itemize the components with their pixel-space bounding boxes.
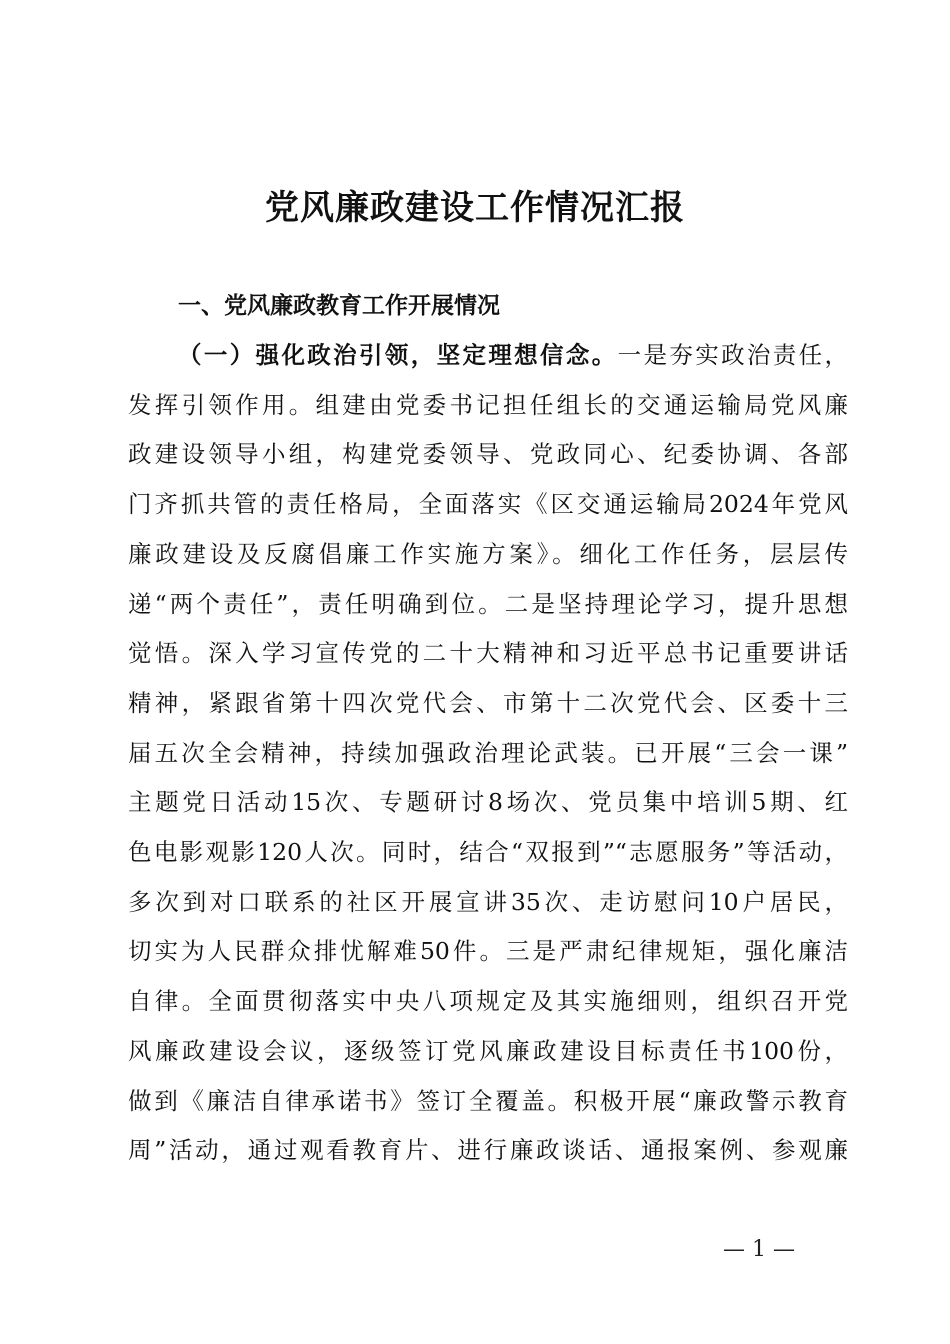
paragraph-line: 切实为人民群众排忧解难50件。三是严肃纪律规矩，强化廉洁	[128, 937, 848, 966]
paragraph-line: 多次到对口联系的社区开展宣讲35次、走访慰问10户居民，	[128, 887, 848, 916]
paragraph-line: 主题党日活动15次、专题研讨8场次、党员集中培训5期、红	[128, 788, 848, 817]
paragraph-line: 政建设领导小组，构建党委领导、党政同心、纪委协调、各部	[128, 440, 848, 469]
page-number: — 1 —	[723, 1237, 795, 1262]
paragraph-line-text: 一是夯实政治责任，	[617, 341, 849, 369]
paragraph-line: 自律。全面贯彻落实中央八项规定及其实施细则，组织召开党	[128, 987, 848, 1016]
document-title: 党风廉政建设工作情况汇报	[265, 188, 685, 228]
paragraph-line: 门齐抓共管的责任格局，全面落实《区交通运输局2024年党风	[128, 490, 848, 519]
paragraph-line: 精神，紧跟省第十四次党代会、市第十二次党代会、区委十三	[128, 688, 848, 717]
paragraph-line	[128, 331, 848, 381]
section-heading: 一、党风廉政教育工作开展情况	[178, 293, 500, 319]
paragraph-line: 风廉政建设会议，逐级签订党风廉政建设目标责任书100份，	[128, 1036, 848, 1065]
paragraph-line: 递“两个责任”，责任明确到位。二是坚持理论学习，提升思想	[128, 589, 848, 618]
paragraph-line: 廉政建设及反腐倡廉工作实施方案》。细化工作任务，层层传	[128, 539, 848, 568]
paragraph-line: 色电影观影120人次。同时，结合“双报到”“志愿服务”等活动，	[128, 838, 848, 867]
body-paragraph	[128, 331, 848, 1176]
paragraph-line: 发挥引领作用。组建由党委书记担任组长的交通运输局党风廉	[128, 390, 848, 419]
paragraph-line: 周”活动，通过观看教育片、进行廉政谈话、通报案例、参观廉	[128, 1136, 848, 1165]
subsection-heading: （一）强化政治引领，坚定理想信念。	[178, 341, 618, 369]
paragraph-line: 觉悟。深入学习宣传党的二十大精神和习近平总书记重要讲话	[128, 639, 848, 668]
paragraph-line: 届五次全会精神，持续加强政治理论武装。已开展“三会一课”	[128, 738, 848, 767]
paragraph-line: 做到《廉洁自律承诺书》签订全覆盖。积极开展“廉政警示教育	[128, 1086, 848, 1115]
